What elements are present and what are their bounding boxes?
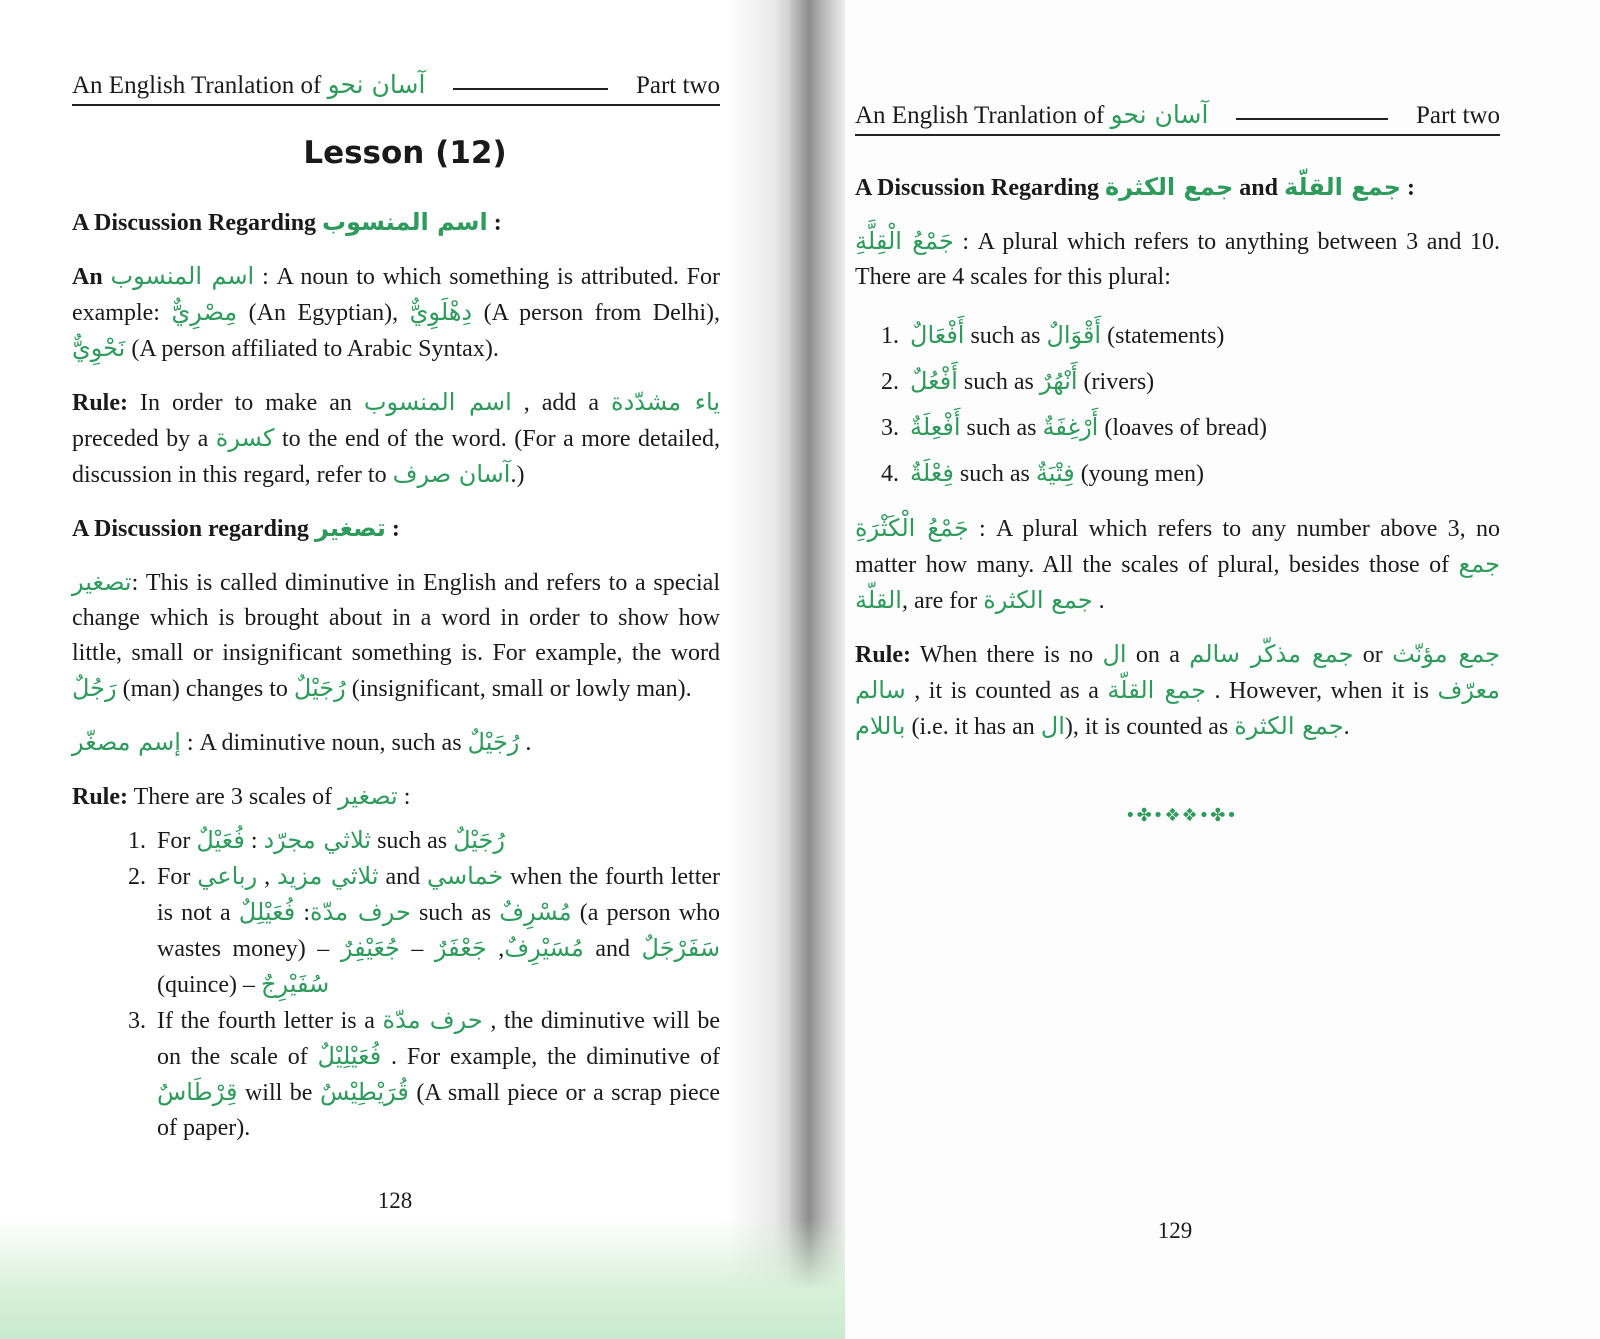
- header-rule: [1236, 118, 1388, 120]
- list-item: 2. For ثلاثي مزيد , رباعي and خماسي when the fourth letter is not a حرف مدّة: فُعَيْلِلٌ such as مُسْرِفٌ (a person who wastes money) – مُسَيْرِفٌ, جَعْفَرٌ – جُعَيْفِرٌ and سَفَرْجَلٌ (quince) – سُفَيْرِجٌ: [152, 859, 720, 1003]
- paragraph-jam-qillah: جَمْعُ الْقِلَّةِ : A plural which refers to anything between 3 and 10. There are 4 scales for this plural:: [855, 227, 1501, 290]
- paragraph-ism-musaghghar: إسم مصغّر : A diminutive noun, such as رُجَيْلٌ .: [72, 728, 532, 756]
- section-heading-tasghir: A Discussion regarding تصغير :: [72, 514, 400, 542]
- header-part: Part two: [1415, 102, 1500, 129]
- section-heading-mansub: A Discussion Regarding اسم المنسوب :: [72, 208, 502, 236]
- book-gutter: [790, 0, 845, 1339]
- lesson-title: Lesson (12): [303, 135, 507, 171]
- list-item: 1. For ثلاثي مجرّد : فُعَيْلٌ such as رُجَيْلٌ: [152, 823, 720, 859]
- paragraph-tasghir-rule: Rule: There are 3 scales of تصغير :: [72, 782, 411, 810]
- header-rule: [453, 88, 608, 90]
- paragraph-tasghir-definition: تصغير: This is called diminutive in English and refers to a special change which is brought about in a word in order to show how little, small or insignificant something is. For example, the word رَجُلٌ (man) changes to رُجَيْلٌ (insignificant, small or lowly man).: [72, 568, 720, 702]
- paragraph-mansub-rule: Rule: In order to make an اسم المنسوب , add a ياء مشدّدة preceded by a كسرة to the end of the word. (For a more detailed, discussion in this regard, refer to آسان صرف.): [72, 388, 721, 488]
- page-number-left: 128: [377, 1188, 413, 1213]
- header-title: An English Tranlation of آسان نحو: [72, 70, 426, 99]
- right-content: [855, 170, 1500, 763]
- section-heading-plurals: A Discussion Regarding جمع الكثرة and جمع القلّة :: [855, 173, 1415, 201]
- paragraph-jam-kathrah: جَمْعُ الْكَثْرَةِ : A plural which refers to any number above 3, no matter how many. All the scales of plural, besides those of جمع القلّة, are for جمع الكثرة .: [855, 514, 1501, 614]
- header-part: Part two: [635, 72, 720, 99]
- left-content: [72, 205, 720, 1146]
- left-page: [0, 0, 790, 1339]
- list-item: 3. If the fourth letter is a حرف مدّة , the diminutive will be on the scale of فُعَيْلِيْلٌ . For example, the diminutive of قِرْطَاسٌ will be قُرَيْطِيْسٌ (A small piece or a scrap piece of paper).: [152, 1003, 720, 1146]
- list-item: 1. أَفْعَالٌ such as أَقْوَالٌ (statements): [905, 313, 1500, 359]
- list-item: 4. فِعْلَةٌ such as فِتْيَةٌ (young men): [905, 451, 1500, 497]
- right-page: [845, 0, 1600, 1339]
- section-end-ornament: •✤•❖❖•✤•: [1125, 805, 1238, 826]
- paragraph-mansub-definition: An اسم المنسوب : A noun to which something is attributed. For example: مِصْرِيٌّ (An Egyptian), دِهْلَوِيٌّ (A person from Delhi), نَحْوِيٌّ (A person affiliated to Arabic Syntax).: [72, 262, 721, 362]
- left-running-header: [72, 70, 720, 106]
- page-number-right: 129: [1157, 1218, 1193, 1243]
- qillah-scales-list: [855, 313, 1500, 497]
- list-item: 3. أَفْعِلَةٌ such as أَرْغِفَةٌ (loaves of bread): [905, 405, 1500, 451]
- paragraph-plural-rule: Rule: When there is no ال on a جمع مذكّر سالم or جمع مؤنّث سالم , it is counted as a جمع القلّة . However, when it is معرّف باللام (i.e. it has an ال), it is counted as جمع الكثرة.: [855, 640, 1501, 740]
- tasghir-scales-list: [72, 823, 720, 1146]
- header-title: An English Tranlation of آسان نحو: [855, 100, 1209, 129]
- list-item: 2. أَفْعُلٌ such as أَنْهُرٌ (rivers): [905, 359, 1500, 405]
- right-running-header: [855, 100, 1500, 136]
